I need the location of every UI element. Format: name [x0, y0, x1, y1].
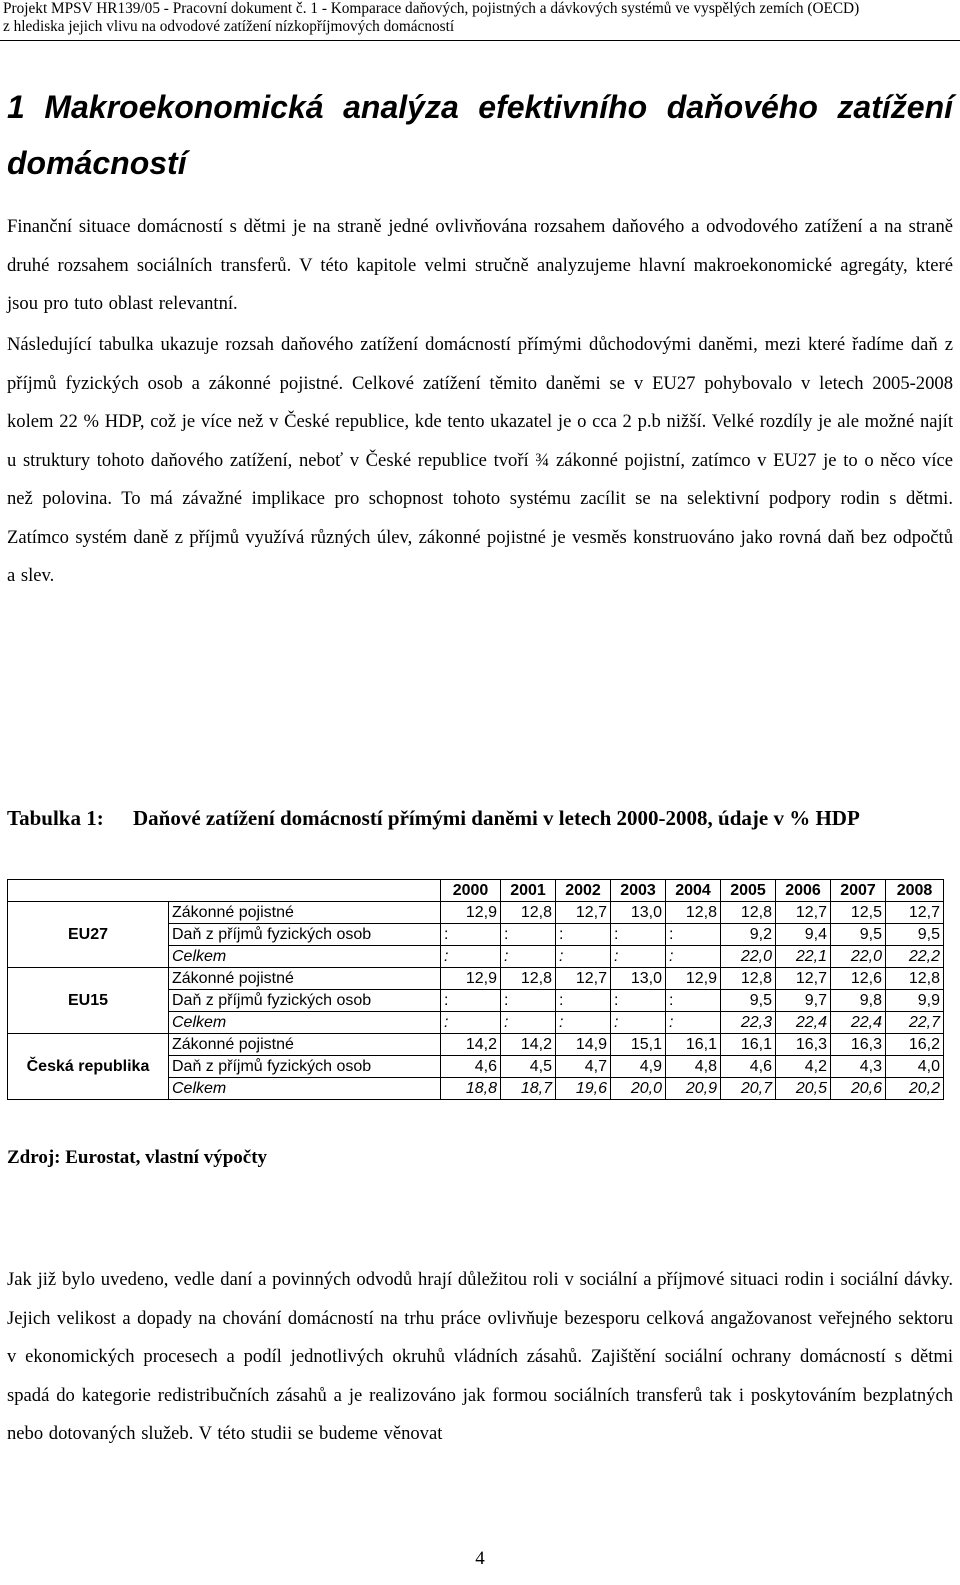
value-cell: :	[501, 1012, 556, 1034]
row-label: Daň z příjmů fyzických osob	[169, 924, 441, 946]
value-cell: 12,8	[886, 968, 944, 990]
value-cell: 22,7	[886, 1012, 944, 1034]
value-cell: 12,9	[666, 968, 721, 990]
row-label: Celkem	[169, 1078, 441, 1100]
header-divider	[0, 40, 960, 41]
year-header: 2001	[501, 880, 556, 902]
row-label: Zákonné pojistné	[169, 1034, 441, 1056]
value-cell: 22,3	[721, 1012, 776, 1034]
value-cell: :	[441, 1012, 501, 1034]
header-line-1: Projekt MPSV HR139/05 - Pracovní dokument č. 1 - Komparace daňových, pojistných a dávkových systémů ve vyspělých zemích (OECD)	[3, 0, 860, 17]
value-cell: 12,7	[886, 902, 944, 924]
table-row	[8, 902, 944, 924]
table-header-row	[8, 880, 944, 902]
paragraph-intro: Finanční situace domácností s dětmi je na straně jedné ovlivňována rozsahem daňového a odvodového zatížení a na straně druhé rozsahem sociálních transferů. V této kapitole velmi stručně analyzujeme hlavní makroekonomické agregáty, které jsou pro tuto oblast relevantní.	[7, 216, 953, 314]
value-cell: 12,7	[556, 902, 611, 924]
paragraph-table-description: Následující tabulka ukazuje rozsah daňového zatížení domácností přímými důchodovými daněmi, mezi které řadíme daň z příjmů fyzických osob a zákonné pojistné. Celkové zatížení těmito daněmi se v EU27 pohybovalo v letech 2005-2008 kolem 22 % HDP, což je více než v České republice, kde tento ukazatel je o cca 2 p.b nižší. Velké rozdíly je ale možné najít u struktury tohoto daňového zatížení, neboť v České republice tvoří ¾ zákonné pojistní, zatímco v EU27 je to o něco více než polovina. To má závažné implikace pro schopnost tohoto systému zacílit se na selektivní podpory rodin s dětmi. Zatímco systém daně z příjmů využívá různých úlev, zákonné pojistné je vesměs konstruováno jako rovná daň bez odpočtů a slev.	[7, 334, 953, 586]
row-label: Celkem	[169, 1012, 441, 1034]
value-cell: :	[441, 946, 501, 968]
value-cell: :	[501, 990, 556, 1012]
value-cell: :	[666, 1012, 721, 1034]
value-cell: 12,8	[501, 902, 556, 924]
row-label: Zákonné pojistné	[169, 902, 441, 924]
value-cell: 9,2	[721, 924, 776, 946]
value-cell: 9,8	[831, 990, 886, 1012]
value-cell: 22,2	[886, 946, 944, 968]
tax-burden-table	[7, 879, 944, 1100]
value-cell: 4,0	[886, 1056, 944, 1078]
chapter-heading: 1 Makroekonomická analýza efektivního daňového zatížení domácností	[7, 89, 953, 181]
value-cell: 4,9	[611, 1056, 666, 1078]
value-cell: 16,1	[666, 1034, 721, 1056]
value-cell: 20,6	[831, 1078, 886, 1100]
group-label: Česká republika	[8, 1034, 169, 1100]
value-cell: 12,8	[721, 968, 776, 990]
value-cell: :	[441, 924, 501, 946]
year-header: 2004	[666, 880, 721, 902]
value-cell: 9,5	[831, 924, 886, 946]
table-source: Zdroj: Eurostat, vlastní výpočty	[7, 1147, 268, 1168]
value-cell: 13,0	[611, 968, 666, 990]
table-row	[8, 968, 944, 990]
value-cell: :	[611, 946, 666, 968]
value-cell: :	[611, 990, 666, 1012]
value-cell: 9,4	[776, 924, 831, 946]
value-cell: 14,2	[501, 1034, 556, 1056]
value-cell: 12,8	[501, 968, 556, 990]
header-line-2: z hlediska jejich vlivu na odvodové zatížení nízkopříjmových domácností	[3, 18, 455, 35]
value-cell: 12,9	[441, 902, 501, 924]
value-cell: 4,6	[441, 1056, 501, 1078]
value-cell: :	[666, 990, 721, 1012]
value-cell: 15,1	[611, 1034, 666, 1056]
value-cell: 12,8	[666, 902, 721, 924]
value-cell: 4,2	[776, 1056, 831, 1078]
value-cell: 22,4	[831, 1012, 886, 1034]
value-cell: 4,5	[501, 1056, 556, 1078]
row-label: Zákonné pojistné	[169, 968, 441, 990]
value-cell: 12,6	[831, 968, 886, 990]
year-header: 2008	[886, 880, 944, 902]
value-cell: 12,8	[721, 902, 776, 924]
year-header: 2007	[831, 880, 886, 902]
value-cell: :	[501, 924, 556, 946]
value-cell: 16,2	[886, 1034, 944, 1056]
table-caption-title: Daňové zatížení domácností přímými daněmi v letech 2000-2008, údaje v % HDP	[133, 806, 860, 830]
table-row	[8, 1034, 944, 1056]
year-header: 2006	[776, 880, 831, 902]
paragraph-social-benefits: Jak již bylo uvedeno, vedle daní a povinných odvodů hrají důležitou roli v sociální a příjmové situaci rodin i sociální dávky. Jejich velikost a dopady na chování domácností na trhu práce ovlivňuje bezesporu celková angažovanost veřejného sektoru v ekonomických procesech a podíl jednotlivých okruhů vládních zásahů. Zajištění sociální ochrany domácností s dětmi spadá do kategorie redistribučních zásahů a je realizováno jak formou sociálních transferů tak i poskytováním bezplatných nebo dotovaných služeb. V této studii se budeme věnovat	[7, 1269, 953, 1444]
value-cell: 4,3	[831, 1056, 886, 1078]
value-cell: :	[666, 924, 721, 946]
group-label: EU27	[8, 902, 169, 968]
value-cell: 12,9	[441, 968, 501, 990]
value-cell: 12,7	[776, 902, 831, 924]
value-cell: 20,0	[611, 1078, 666, 1100]
table-corner-cell	[169, 880, 441, 902]
value-cell: :	[556, 990, 611, 1012]
page-number: 4	[475, 1548, 485, 1569]
table-caption-label: Tabulka 1:	[7, 806, 104, 830]
value-cell: :	[611, 924, 666, 946]
value-cell: 9,5	[721, 990, 776, 1012]
value-cell: :	[611, 1012, 666, 1034]
value-cell: 12,5	[831, 902, 886, 924]
value-cell: :	[556, 924, 611, 946]
value-cell: 22,1	[776, 946, 831, 968]
year-header: 2002	[556, 880, 611, 902]
year-header: 2000	[441, 880, 501, 902]
value-cell: 9,7	[776, 990, 831, 1012]
value-cell: 4,6	[721, 1056, 776, 1078]
value-cell: 20,9	[666, 1078, 721, 1100]
value-cell: 12,7	[556, 968, 611, 990]
value-cell: :	[666, 946, 721, 968]
value-cell: :	[556, 946, 611, 968]
value-cell: 12,7	[776, 968, 831, 990]
value-cell: 16,1	[721, 1034, 776, 1056]
value-cell: 4,8	[666, 1056, 721, 1078]
value-cell: 9,9	[886, 990, 944, 1012]
value-cell: 16,3	[776, 1034, 831, 1056]
value-cell: 22,0	[831, 946, 886, 968]
value-cell: 18,8	[441, 1078, 501, 1100]
value-cell: 22,4	[776, 1012, 831, 1034]
value-cell: 19,6	[556, 1078, 611, 1100]
value-cell: 16,3	[831, 1034, 886, 1056]
value-cell: 13,0	[611, 902, 666, 924]
value-cell: :	[501, 946, 556, 968]
table-corner-cell	[8, 880, 169, 902]
value-cell: 20,5	[776, 1078, 831, 1100]
value-cell: 22,0	[721, 946, 776, 968]
row-label: Celkem	[169, 946, 441, 968]
page-header	[0, 0, 960, 36]
value-cell: 14,2	[441, 1034, 501, 1056]
row-label: Daň z příjmů fyzických osob	[169, 1056, 441, 1078]
value-cell: 9,5	[886, 924, 944, 946]
group-label: EU15	[8, 968, 169, 1034]
value-cell: :	[556, 1012, 611, 1034]
value-cell: 4,7	[556, 1056, 611, 1078]
value-cell: :	[441, 990, 501, 1012]
year-header: 2005	[721, 880, 776, 902]
row-label: Daň z příjmů fyzických osob	[169, 990, 441, 1012]
value-cell: 20,2	[886, 1078, 944, 1100]
year-header: 2003	[611, 880, 666, 902]
value-cell: 18,7	[501, 1078, 556, 1100]
value-cell: 14,9	[556, 1034, 611, 1056]
value-cell: 20,7	[721, 1078, 776, 1100]
